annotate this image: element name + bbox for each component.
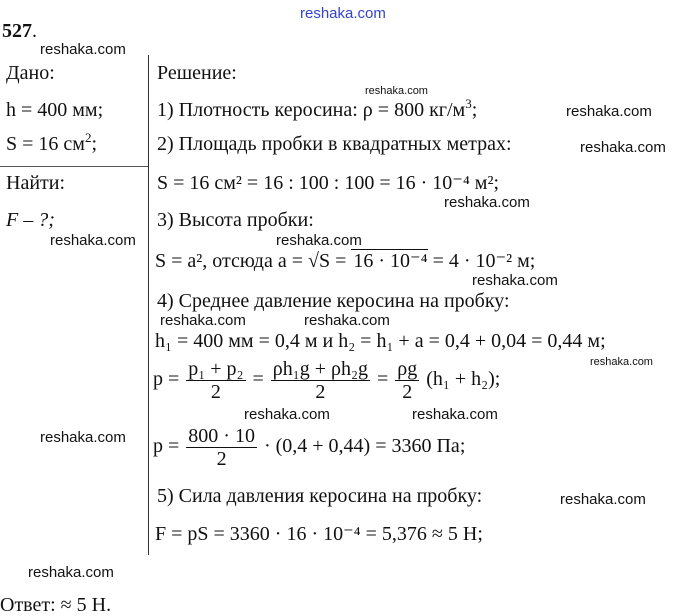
watermark: reshaka.com xyxy=(412,406,498,423)
formula-pressure xyxy=(153,358,500,403)
calc-fraction xyxy=(186,425,257,470)
equals: = xyxy=(376,368,389,391)
line-area: S = 16 см² = 16 : 100 : 100 = 16 · 10⁻⁴ м²; xyxy=(157,172,500,194)
watermark: reshaka.com xyxy=(28,564,114,581)
line-heights: h₁ = 400 мм = 0,4 м и h₂ = h₁ + a = 0,4 + 0,04 = 0,44 м; xyxy=(155,330,606,352)
equals: = xyxy=(252,368,264,391)
given-h: h = 400 мм; xyxy=(6,99,104,121)
step-3: 3) Высота пробки: xyxy=(157,209,314,231)
calc-pressure xyxy=(153,425,465,470)
step-1: 1) Плотность керосина: ρ = 800 $кг/м^3$; xyxy=(157,96,478,121)
calc-num: 800 · 10 xyxy=(188,425,255,447)
column-divider xyxy=(148,55,149,555)
watermark: reshaka.com xyxy=(160,312,246,329)
calc-tail: · (0,4 + 0,44) = 3360 Па; xyxy=(263,435,466,458)
find-title: Найти: xyxy=(6,172,66,194)
calc-lhs: p = xyxy=(153,435,180,458)
fraction-2-den: 2 xyxy=(315,381,326,403)
watermark: reshaka.com xyxy=(472,272,558,289)
fraction-3-num: ρg xyxy=(397,358,418,380)
fraction-1 xyxy=(186,358,245,403)
formula-tail: (h₁ + h₂); xyxy=(426,368,501,391)
sqrt-radicand: 16 · 10⁻⁴ xyxy=(353,250,428,272)
watermark: reshaka.com xyxy=(566,103,652,120)
watermark: reshaka.com xyxy=(590,356,653,368)
watermark: reshaka.com xyxy=(40,429,126,446)
line-side-end: = 4 · 10⁻² м; xyxy=(427,250,536,272)
step-5: 5) Сила давления керосина на пробку: xyxy=(157,485,483,507)
given-title: Дано: xyxy=(6,62,55,84)
watermark: reshaka.com xyxy=(304,312,390,329)
watermark: reshaka.com xyxy=(580,139,666,156)
solution-title: Решение: xyxy=(157,62,237,84)
step-2: 2) Площадь пробки в квадратных метрах: xyxy=(157,133,512,155)
watermark: reshaka.com xyxy=(444,194,530,211)
given-S: S = 16 $см^2$; xyxy=(6,130,97,155)
problem-number: 527. xyxy=(2,20,37,42)
line-force: F = pS = 3360 · 16 · 10⁻⁴ = 5,376 ≈ 5 Н; xyxy=(155,523,483,545)
step-4: 4) Среднее давление керосина на пробку: xyxy=(157,290,510,312)
header-watermark[interactable]: reshaka.com xyxy=(300,5,386,22)
watermark: reshaka.com xyxy=(244,406,330,423)
watermark: reshaka.com xyxy=(40,41,126,58)
watermark: reshaka.com xyxy=(276,232,362,249)
fraction-1-num: p₁ + p₂ xyxy=(188,358,244,380)
fraction-2 xyxy=(271,358,370,403)
watermark: reshaka.com xyxy=(560,491,646,508)
watermark: reshaka.com xyxy=(50,232,136,249)
line-side-text: S = a², отсюда a = √S = xyxy=(155,250,352,272)
given-divider xyxy=(0,166,148,167)
fraction-3-den: 2 xyxy=(402,381,413,403)
line-side xyxy=(155,250,535,272)
fraction-1-den: 2 xyxy=(210,381,221,403)
find-F: F – ?; xyxy=(6,209,55,231)
problem-number-text: 527 xyxy=(2,20,32,42)
step-1-text: 1) Плотность керосина: ρ = 800 кг/м xyxy=(157,99,466,121)
answer: Ответ: ≈ 5 Н. xyxy=(0,594,112,616)
given-S-text: S = 16 см xyxy=(6,133,85,155)
calc-den: 2 xyxy=(216,448,227,470)
fraction-2-num: ρh₁g + ρh₂g xyxy=(272,358,368,380)
watermark: reshaka.com xyxy=(365,85,428,97)
formula-lhs: p = xyxy=(153,368,180,391)
fraction-3 xyxy=(395,358,419,403)
